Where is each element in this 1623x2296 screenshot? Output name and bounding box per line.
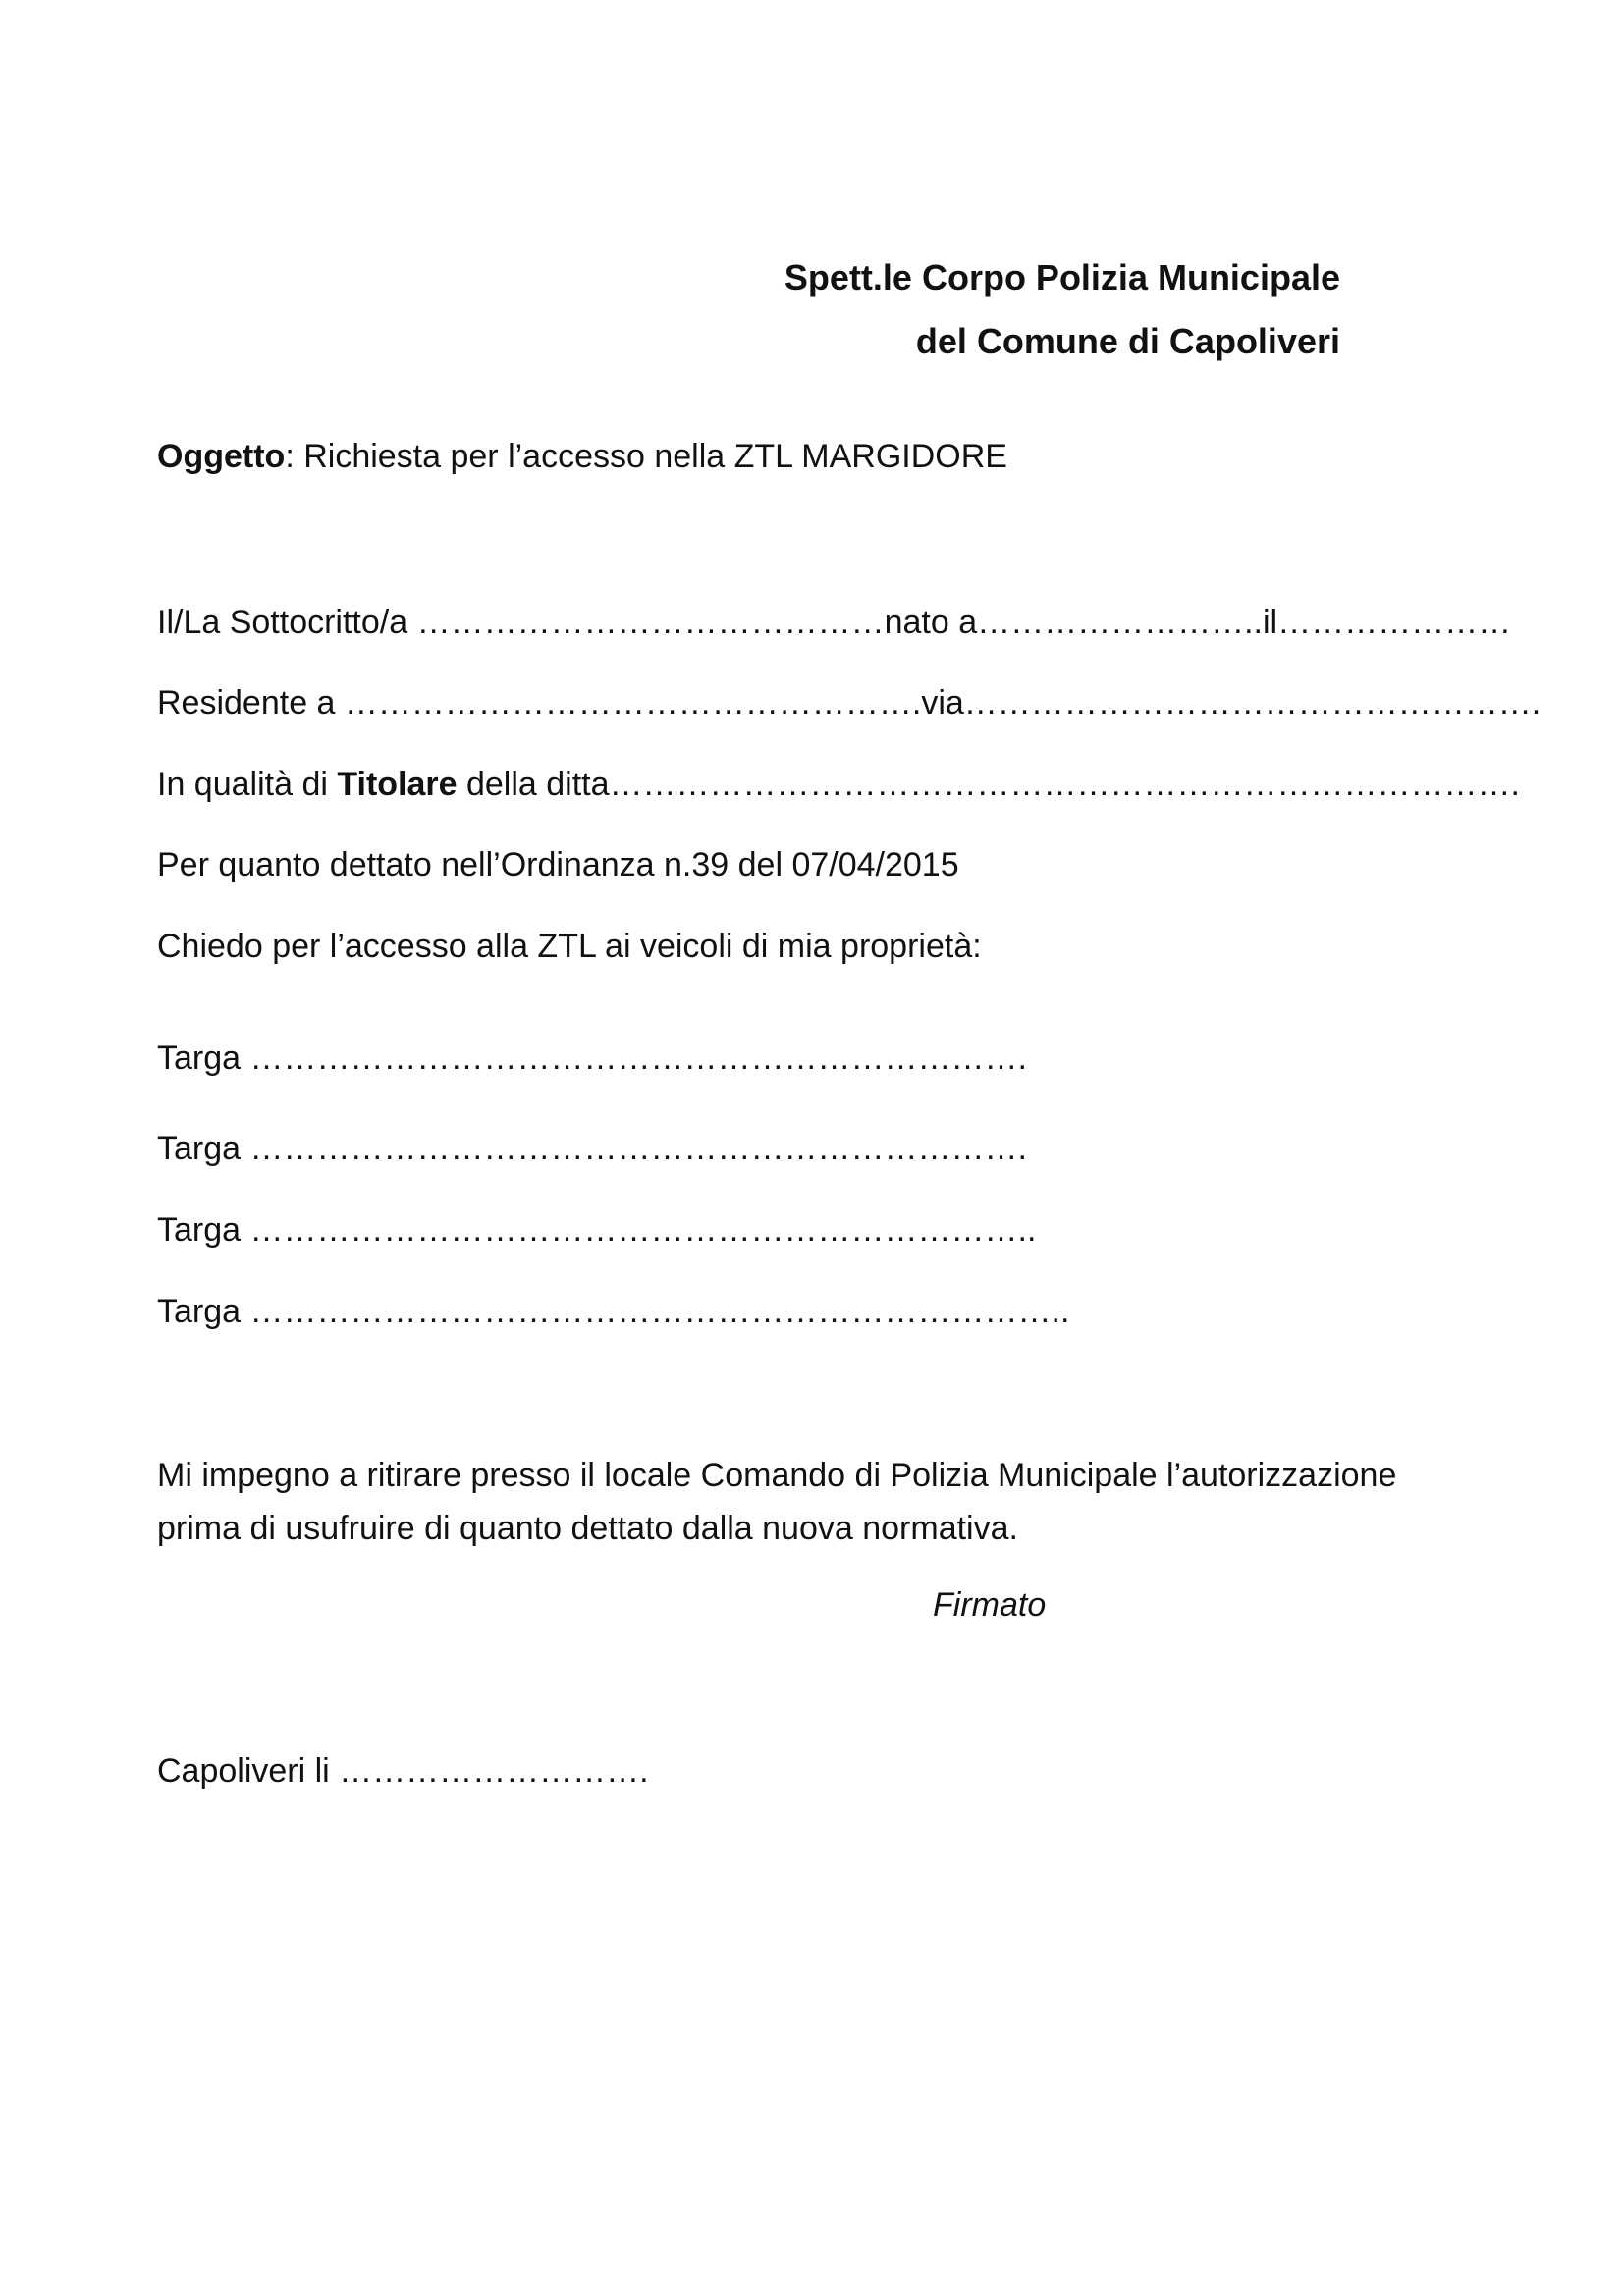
qualita-bold: Titolare [337,766,458,803]
targa-field-1: Targa ……………………………………………………………. [157,1040,1027,1077]
qualita-field [157,765,1520,804]
signature-label: Firmato [933,1586,1047,1624]
subject-label: Oggetto [157,438,286,475]
targa-field-4: Targa ……………………………………………………………….. [157,1293,1070,1330]
sottoscritto-field: Il/La Sottocritto/a ……………………………………nato a……………………..il………………… [157,604,1512,641]
commitment-line-1: Mi impegno a ritirare presso il locale Comando di Polizia Municipale l’autorizzazione [157,1457,1397,1494]
commitment-line-2: prima di usufruire di quanto dettato dalla nuova normativa. [157,1510,1018,1547]
subject-text: : Richiesta per l’accesso nella ZTL MARGIDORE [285,438,1007,475]
targa-field-3: Targa …………………………………………………………….. [157,1211,1037,1249]
subject-line [157,437,1007,476]
place-date-line: Capoliveri li ………………………. [157,1752,649,1789]
ordinanza-line: Per quanto dettato nell’Ordinanza n.39 del 07/04/2015 [157,846,959,883]
chiedo-line: Chiedo per l’accesso alla ZTL ai veicoli di mia proprietà: [157,928,982,965]
qualita-suffix: della ditta………………………………………………………………………. [457,766,1520,803]
targa-field-2: Targa ……………………………………………………………. [157,1130,1027,1167]
residente-field: Residente a …………………………………………….via……………………………………………. [157,684,1542,721]
qualita-prefix: In qualità di [157,766,338,803]
addressee-line-2: del Comune di Capoliveri [915,321,1340,361]
addressee-line-1: Spett.le Corpo Polizia Municipale [784,257,1340,297]
